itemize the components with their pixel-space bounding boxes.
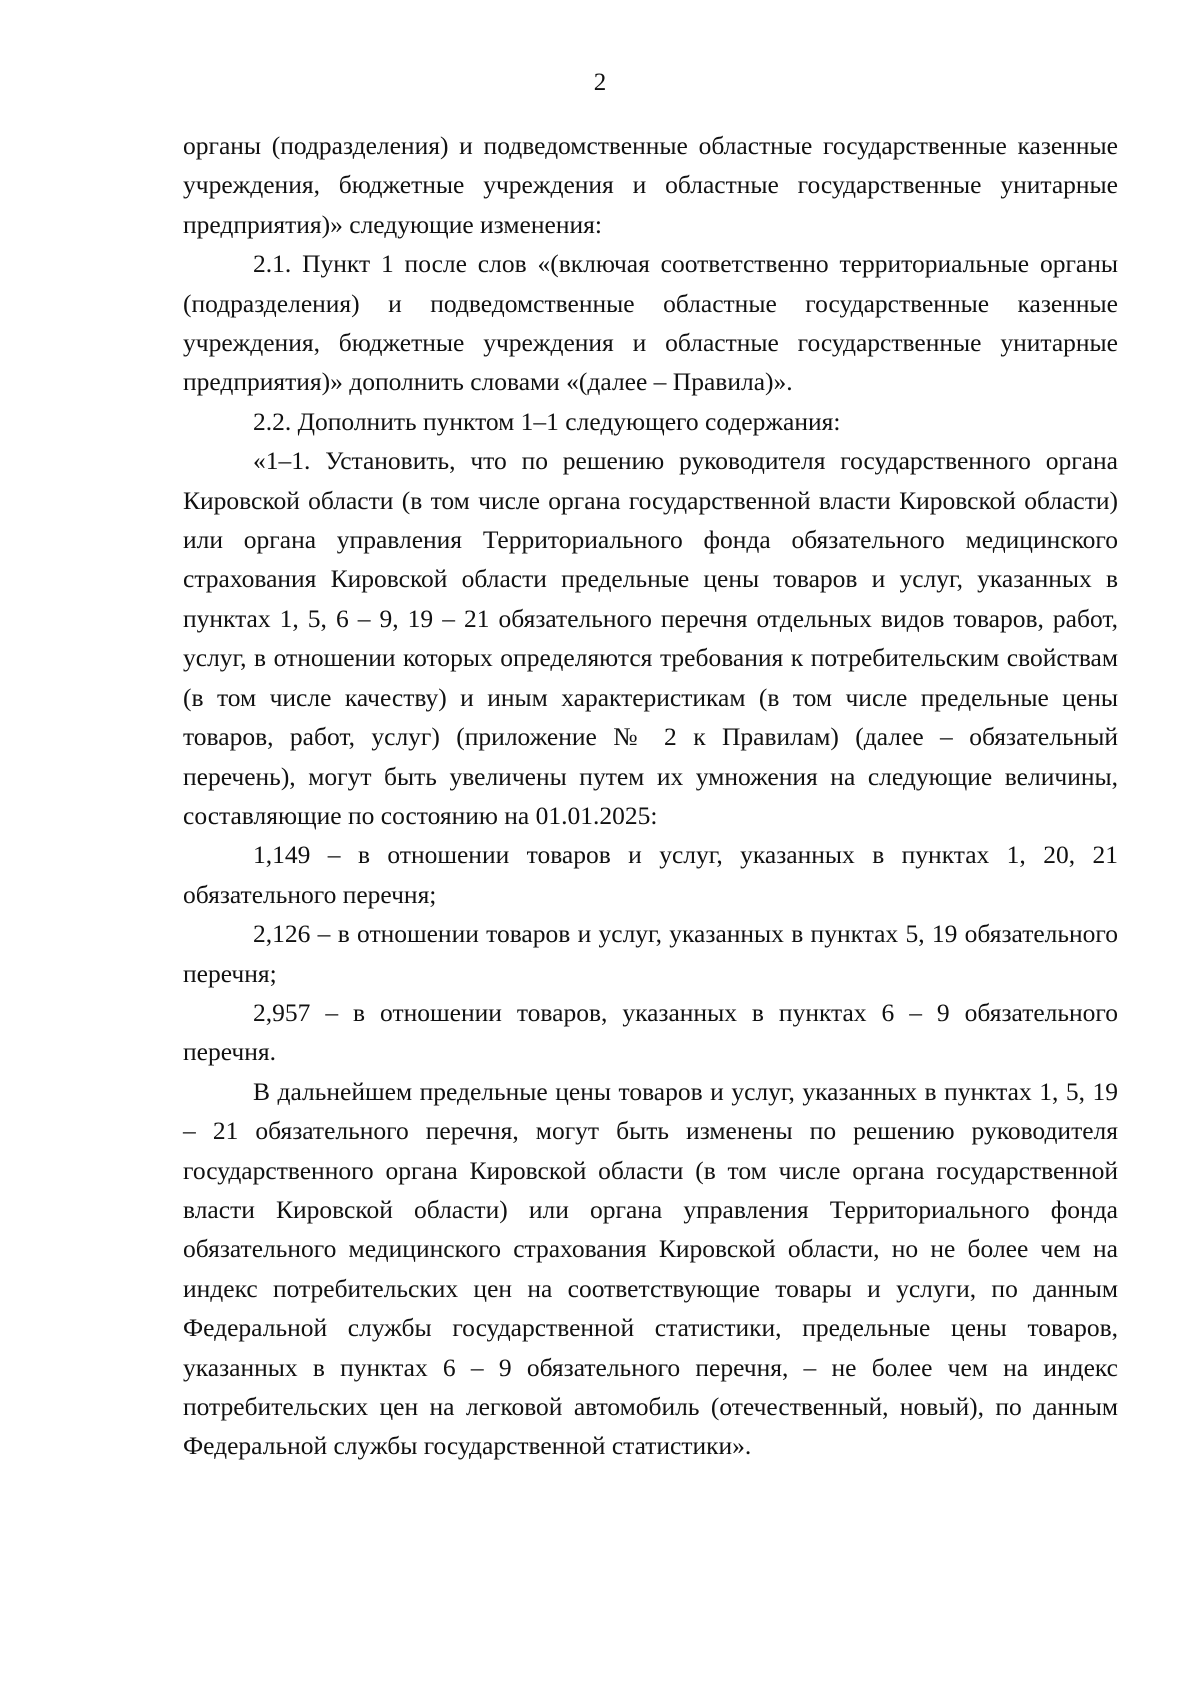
paragraph-1-1: «1–1. Установить, что по решению руководителя государственного органа Кировской области (в том числе органа государственной власти Кировской области) или органа управления Территориального фонда обязательного медицинского страхования Кировской области предельные цены товаров и услуг, указанных в пунктах 1, 5, 6 – 9, 19 – 21 обязательного перечня отдельных видов товаров, работ, услуг, в отношении которых определяются требования к потребительским свойствам (в том числе качеству) и иным характеристикам (в том числе предельные цены товаров, работ, услуг) (приложение № 2 к Правилам) (далее – обязательный перечень), могут быть увеличены путем их умножения на следующие величины, составляющие по состоянию на 01.01.2025: xyxy=(183,446,1118,830)
document-body xyxy=(183,126,1118,1466)
paragraph-coefficient-1: 1,149 – в отношении товаров и услуг, указанных в пунктах 1, 20, 21 обязательного перечня; xyxy=(183,840,1118,909)
paragraph-coefficient-2: 2,126 – в отношении товаров и услуг, указанных в пунктах 5, 19 обязательного перечня; xyxy=(183,919,1118,988)
paragraph-2-1: 2.1. Пункт 1 после слов «(включая соответственно территориальные органы (подразделения) и подведомственные областные государственные казенные учреждения, бюджетные учреждения и областные государственные унитарные предприятия)» дополнить словами «(далее – Правила)». xyxy=(183,249,1118,397)
paragraph-continuation: органы (подразделения) и подведомственные областные государственные казенные учреждения, бюджетные учреждения и областные государственные унитарные предприятия)» следующие изменения: xyxy=(183,131,1118,239)
paragraph-2-2: 2.2. Дополнить пунктом 1–1 следующего содержания: xyxy=(253,406,841,436)
page-number: 2 xyxy=(593,69,607,96)
paragraph-further-changes: В дальнейшем предельные цены товаров и услуг, указанных в пунктах 1, 5, 19 – 21 обязательного перечня, могут быть изменены по решению руководителя государственного органа Кировской области (в том числе органа государственной власти Кировской области) или органа управления Территориального фонда обязательного медицинского страхования Кировской области, но не более чем на индекс потребительских цен на соответствующие товары и услуги, по данным Федеральной службы государственной статистики, предельные цены товаров, указанных в пунктах 6 – 9 обязательного перечня, – не более чем на индекс потребительских цен на легковой автомобиль (отечественный, новый), по данным Федеральной службы государственной статистики». xyxy=(183,1076,1118,1461)
paragraph-coefficient-3: 2,957 – в отношении товаров, указанных в пунктах 6 – 9 обязательного перечня. xyxy=(183,997,1118,1067)
